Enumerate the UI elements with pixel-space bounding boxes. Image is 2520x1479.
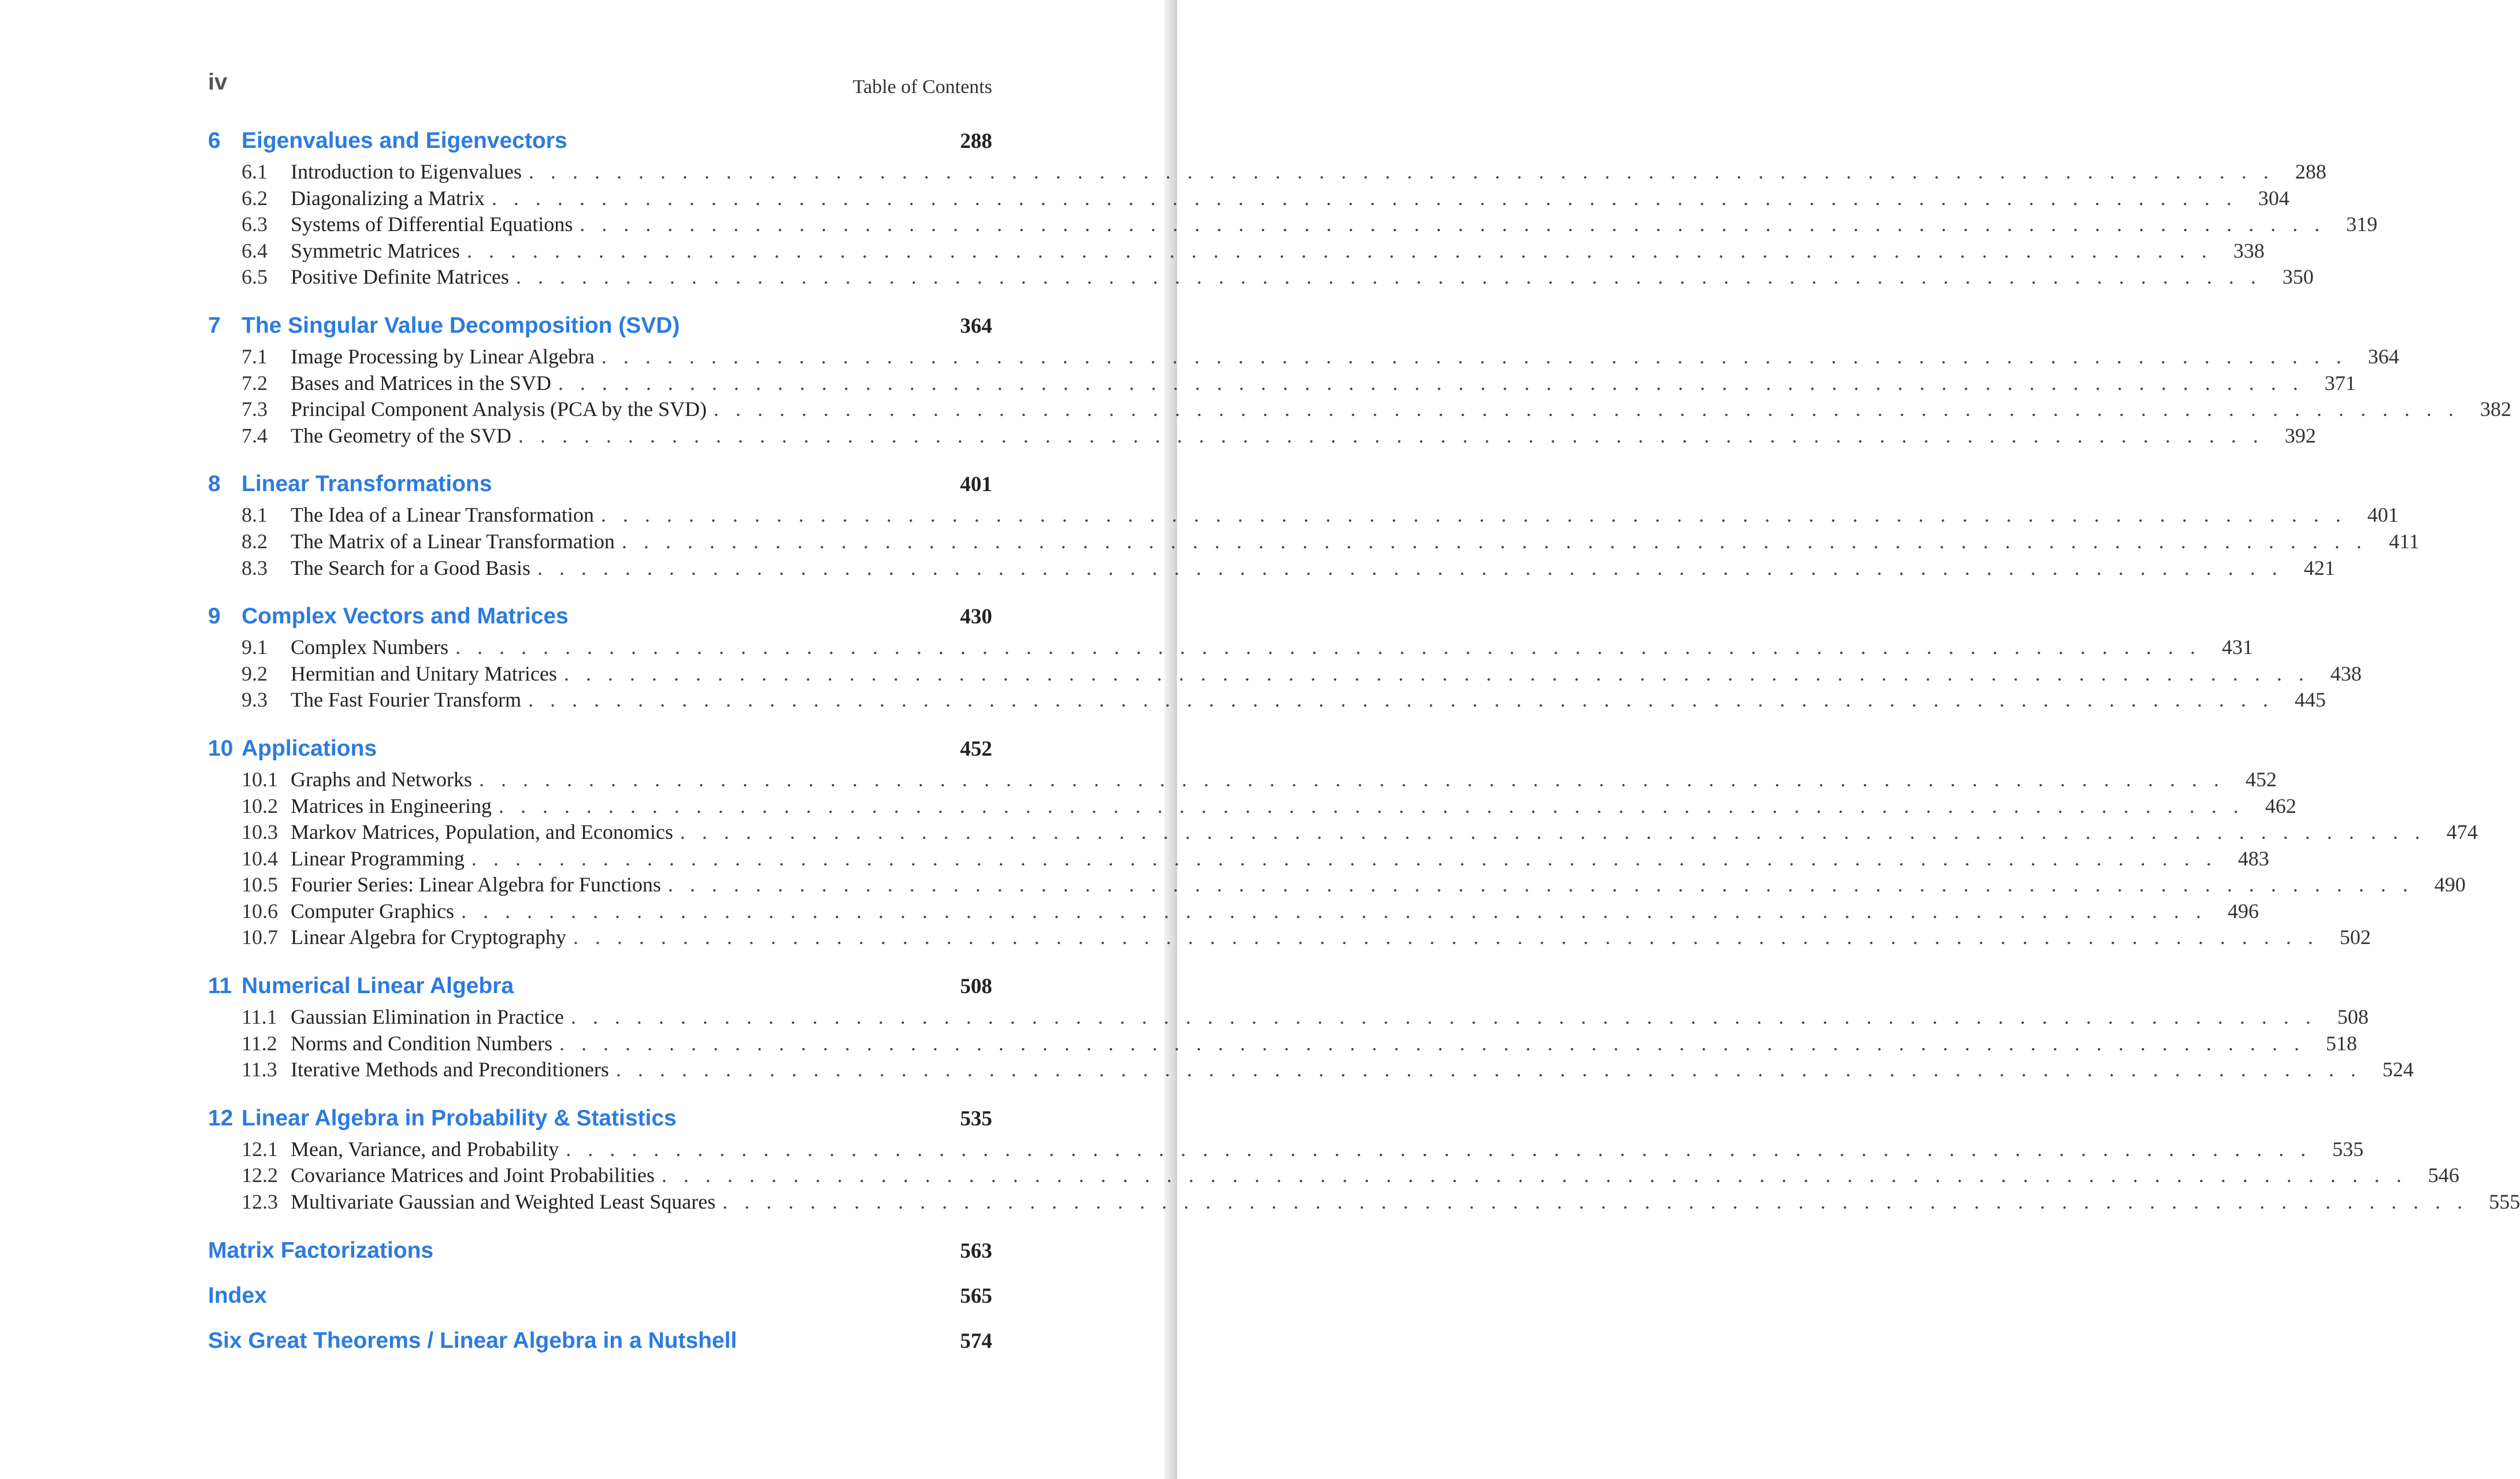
section-title: Introduction to Eigenvalues (291, 160, 522, 183)
section-entry[interactable] (208, 556, 2335, 582)
backmatter-list (208, 1238, 992, 1373)
section-page-number: 431 (2221, 636, 2253, 659)
section-entry[interactable] (208, 423, 2316, 450)
section-number: 12.1 (242, 1137, 278, 1161)
section-page-number: 304 (2258, 186, 2289, 210)
running-head: Table of Contents (852, 76, 992, 98)
dot-leader: . . . . . . . . . . . . . . . . . . . . . . . . . . . . . . . . . . . . . . . . . . . . . . . . . . . . . . . . . . . . . . . . . . . . . . . . . . . . . . . . (528, 688, 2274, 712)
dot-leader: . . . . . . . . . . . . . . . . . . . . . . . . . . . . . . . . . . . . . . . . . . . . . . . . . . . . . . . . . . . . . . . . . . . . . . . . . . . . . . . . (478, 767, 2225, 791)
section-entry[interactable] (208, 872, 2466, 899)
section-title: Multivariate Gaussian and Weighted Least Squares (291, 1190, 716, 1214)
section-number: 9.3 (242, 688, 268, 712)
section-page-number: 555 (2489, 1190, 2520, 1214)
section-page-number: 490 (2434, 873, 2466, 897)
backmatter-title: Matrix Factorizations (208, 1238, 434, 1263)
section-entry[interactable] (208, 1005, 2369, 1031)
chapter-block (208, 735, 2478, 952)
section-number: 10.2 (242, 794, 278, 817)
section-list (208, 635, 2362, 714)
section-entry[interactable] (208, 397, 2511, 423)
section-entry[interactable] (208, 899, 2259, 926)
section-list (208, 159, 2378, 291)
section-number: 6.1 (242, 160, 268, 183)
section-number: 10.4 (242, 846, 278, 870)
section-title: Gaussian Elimination in Practice (291, 1005, 564, 1029)
section-number: 6.3 (242, 213, 268, 236)
section-list (208, 503, 2419, 582)
section-page-number: 350 (2282, 265, 2314, 289)
section-entry[interactable] (208, 767, 2277, 794)
section-title: The Idea of a Linear Transformation (291, 503, 594, 527)
chapter-heading[interactable] (208, 604, 992, 635)
dot-leader: . . . . . . . . . . . . . . . . . . . . . . . . . . . . . . . . . . . . . . . . . . . . . . . . . . . . . . . . . . . . . . . . . . . . . . . . . . . . . . . . (491, 186, 2237, 210)
chapter-page-number: 401 (960, 473, 992, 497)
section-title: Systems of Differential Equations (291, 213, 573, 236)
chapter-title: Linear Transformations (242, 471, 492, 497)
section-page-number: 524 (2382, 1058, 2414, 1082)
dot-leader: . . . . . . . . . . . . . . . . . . . . . . . . . . . . . . . . . . . . . . . . . . . . . . . . . . . . . . . . . . . . . . . . . . . . . . . . . . . . . . . . (498, 794, 2244, 817)
section-title: Iterative Methods and Preconditioners (291, 1058, 609, 1082)
dot-leader: . . . . . . . . . . . . . . . . . . . . . . . . . . . . . . . . . . . . . . . . . . . . . . . . . . . . . . . . . . . . . . . . . . . . . . . . . . . . . . . . (621, 529, 2367, 553)
section-entry[interactable] (208, 529, 2419, 556)
chapter-number: 6 (208, 128, 221, 153)
section-page-number: 546 (2428, 1164, 2459, 1187)
section-entry[interactable] (208, 186, 2289, 213)
section-number: 10.1 (242, 767, 278, 791)
section-page-number: 502 (2339, 926, 2371, 949)
section-entry[interactable] (208, 1031, 2357, 1058)
chapter-title: Eigenvalues and Eigenvectors (242, 128, 567, 153)
section-number: 7.3 (242, 397, 268, 421)
section-title: The Matrix of a Linear Transformation (291, 529, 615, 553)
section-entry[interactable] (208, 265, 2314, 291)
section-title: The Fast Fourier Transform (291, 688, 521, 712)
section-entry[interactable] (208, 925, 2371, 952)
chapter-heading[interactable] (208, 736, 992, 767)
section-entry[interactable] (208, 662, 2362, 688)
section-title: Hermitian and Unitary Matrices (291, 662, 557, 685)
section-number: 10.6 (242, 899, 278, 923)
backmatter-entry[interactable] (208, 1238, 992, 1283)
section-page-number: 338 (2233, 239, 2265, 262)
section-entry[interactable] (208, 1057, 2414, 1084)
section-entry[interactable] (208, 344, 2399, 371)
dot-leader: . . . . . . . . . . . . . . . . . . . . . . . . . . . . . . . . . . . . . . . . . . . . . . . . . . . . . . . . . . . . . . . . . . . . . . . . . . . . . . . . (558, 371, 2304, 395)
section-number: 8.2 (242, 529, 268, 553)
section-page-number: 421 (2303, 556, 2335, 579)
section-title: Mean, Variance, and Probability (291, 1137, 559, 1161)
section-page-number: 392 (2284, 423, 2316, 447)
chapter-number: 8 (208, 471, 221, 497)
chapter-heading[interactable] (208, 313, 992, 344)
dot-leader: . . . . . . . . . . . . . . . . . . . . . . . . . . . . . . . . . . . . . . . . . . . . . . . . . . . . . . . . . . . . . . . . . . . . . . . . . . . . . . . . (661, 1164, 2407, 1187)
dot-leader: . . . . . . . . . . . . . . . . . . . . . . . . . . . . . . . . . . . . . . . . . . . . . . . . . . . . . . . . . . . . . . . . . . . . . . . . . . . . . . . . (537, 556, 2283, 579)
chapter-block (208, 1105, 2520, 1216)
section-list (208, 344, 2511, 449)
chapter-number: 9 (208, 604, 221, 629)
section-title: Computer Graphics (291, 899, 454, 923)
dot-leader: . . . . . . . . . . . . . . . . . . . . . . . . . . . . . . . . . . . . . . . . . . . . . . . . . . . . . . . . . . . . . . . . . . . . . . . . . . . . . . . . (667, 873, 2414, 897)
section-entry[interactable] (208, 820, 2478, 846)
chapter-block (208, 471, 2419, 582)
dot-leader: . . . . . . . . . . . . . . . . . . . . . . . . . . . . . . . . . . . . . . . . . . . . . . . . . . . . . . . . . . . . . . . . . . . . . . . . . . . . . . . . (714, 397, 2459, 421)
chapter-page-number: 364 (960, 314, 992, 338)
section-page-number: 371 (2324, 371, 2356, 395)
section-entry[interactable] (208, 371, 2356, 397)
section-page-number: 508 (2337, 1005, 2369, 1029)
dot-leader: . . . . . . . . . . . . . . . . . . . . . . . . . . . . . . . . . . . . . . . . . . . . . . . . . . . . . . . . . . . . . . . . . . . . . . . . . . . . . . . . (563, 662, 2310, 685)
section-entry[interactable] (208, 1163, 2459, 1190)
section-page-number: 483 (2237, 846, 2269, 870)
page-number: iv (208, 69, 228, 95)
section-page-number: 401 (2367, 503, 2399, 527)
dot-leader: . . . . . . . . . . . . . . . . . . . . . . . . . . . . . . . . . . . . . . . . . . . . . . . . . . . . . . . . . . . . . . . . . . . . . . . . . . . . . . . . (601, 344, 2347, 368)
backmatter-entry[interactable] (208, 1328, 992, 1373)
dot-leader: . . . . . . . . . . . . . . . . . . . . . . . . . . . . . . . . . . . . . . . . . . . . . . . . . . . . . . . . . . . . . . . . . . . . . . . . . . . . . . . . (518, 423, 2264, 447)
section-number: 6.4 (242, 239, 268, 262)
chapter-block (208, 604, 2362, 714)
dot-leader: . . . . . . . . . . . . . . . . . . . . . . . . . . . . . . . . . . . . . . . . . . . . . . . . . . . . . . . . . . . . . . . . . . . . . . . . . . . . . . . . (570, 1005, 2317, 1029)
chapter-block (208, 973, 2414, 1084)
chapter-page-number: 288 (960, 129, 992, 153)
section-list (208, 767, 2478, 952)
section-number: 10.3 (242, 820, 278, 844)
backmatter-page-number: 563 (960, 1239, 992, 1263)
section-page-number: 438 (2330, 662, 2362, 685)
section-number: 8.1 (242, 503, 268, 527)
section-entry[interactable] (208, 794, 2296, 820)
section-number: 9.2 (242, 662, 268, 685)
dot-leader: . . . . . . . . . . . . . . . . . . . . . . . . . . . . . . . . . . . . . . . . . . . . . . . . . . . . . . . . . . . . . . . . . . . . . . . . . . . . . . . . (615, 1058, 2362, 1082)
dot-leader: . . . . . . . . . . . . . . . . . . . . . . . . . . . . . . . . . . . . . . . . . . . . . . . . . . . . . . . . . . . . . . . . . . . . . . . . . . . . . . . . (680, 820, 2426, 844)
section-title: Image Processing by Linear Algebra (291, 344, 595, 368)
section-number: 6.5 (242, 265, 268, 289)
dot-leader: . . . . . . . . . . . . . . . . . . . . . . . . . . . . . . . . . . . . . . . . . . . . . . . . . . . . . . . . . . . . . . . . . . . . . . . . . . . . . . . . (573, 926, 2319, 949)
section-number: 10.5 (242, 873, 278, 897)
backmatter-entry[interactable] (208, 1283, 992, 1328)
section-entry[interactable] (208, 159, 2326, 186)
chapter-block (208, 128, 2378, 291)
chapter-block (208, 313, 2511, 449)
dot-leader: . . . . . . . . . . . . . . . . . . . . . . . . . . . . . . . . . . . . . . . . . . . . . . . . . . . . . . . . . . . . . . . . . . . . . . . . . . . . . . . . (600, 503, 2347, 527)
chapter-heading[interactable] (208, 1106, 992, 1137)
section-entry[interactable] (208, 846, 2269, 873)
section-title: Complex Numbers (291, 636, 448, 659)
section-list (208, 1137, 2520, 1216)
section-number: 7.4 (242, 423, 268, 447)
chapter-number: 10 (208, 735, 233, 761)
section-page-number: 411 (2389, 529, 2419, 553)
section-number: 9.1 (242, 636, 268, 659)
chapter-title: Numerical Linear Algebra (242, 973, 514, 999)
backmatter-title: Six Great Theorems / Linear Algebra in a Nutshell (208, 1328, 737, 1353)
section-entry[interactable] (208, 635, 2253, 662)
section-title: Positive Definite Matrices (291, 265, 509, 289)
section-entry[interactable] (208, 212, 2378, 239)
section-title: Symmetric Matrices (291, 239, 460, 262)
chapter-heading[interactable] (208, 471, 992, 503)
table-of-contents (208, 128, 2520, 1373)
section-title: Principal Component Analysis (PCA by the SVD) (291, 397, 707, 421)
dot-leader: . . . . . . . . . . . . . . . . . . . . . . . . . . . . . . . . . . . . . . . . . . . . . . . . . . . . . . . . . . . . . . . . . . . . . . . . . . . . . . . . (455, 636, 2201, 659)
section-entry[interactable] (208, 1190, 2520, 1216)
section-page-number: 288 (2295, 160, 2326, 183)
page-header (208, 69, 992, 104)
section-title: Fourier Series: Linear Algebra for Functions (291, 873, 661, 897)
backmatter-page-number: 565 (960, 1284, 992, 1308)
dot-leader: . . . . . . . . . . . . . . . . . . . . . . . . . . . . . . . . . . . . . . . . . . . . . . . . . . . . . . . . . . . . . . . . . . . . . . . . . . . . . . . . (515, 265, 2262, 289)
section-page-number: 474 (2446, 820, 2478, 844)
section-number: 7.2 (242, 371, 268, 395)
section-page-number: 382 (2480, 397, 2511, 421)
section-page-number: 364 (2367, 344, 2399, 368)
dot-leader: . . . . . . . . . . . . . . . . . . . . . . . . . . . . . . . . . . . . . . . . . . . . . . . . . . . . . . . . . . . . . . . . . . . . . . . . . . . . . . . . (528, 160, 2274, 183)
dot-leader: . . . . . . . . . . . . . . . . . . . . . . . . . . . . . . . . . . . . . . . . . . . . . . . . . . . . . . . . . . . . . . . . . . . . . . . . . . . . . . . . (461, 899, 2207, 923)
backmatter-page-number: 574 (960, 1329, 992, 1353)
dot-leader: . . . . . . . . . . . . . . . . . . . . . . . . . . . . . . . . . . . . . . . . . . . . . . . . . . . . . . . . . . . . . . . . . . . . . . . . . . . . . . . . (471, 846, 2217, 870)
section-number: 11.1 (242, 1005, 277, 1029)
section-title: Graphs and Networks (291, 767, 472, 791)
section-page-number: 518 (2325, 1031, 2357, 1055)
section-title: The Search for a Good Basis (291, 556, 530, 579)
section-title: Bases and Matrices in the SVD (291, 371, 551, 395)
section-title: Diagonalizing a Matrix (291, 186, 485, 210)
dot-leader: . . . . . . . . . . . . . . . . . . . . . . . . . . . . . . . . . . . . . . . . . . . . . . . . . . . . . . . . . . . . . . . . . . . . . . . . . . . . . . . . (580, 213, 2326, 236)
section-number: 10.7 (242, 926, 278, 949)
section-page-number: 462 (2265, 794, 2296, 817)
chapter-heading[interactable] (208, 973, 992, 1005)
section-page-number: 496 (2227, 899, 2259, 923)
section-title: The Geometry of the SVD (291, 423, 511, 447)
dot-leader: . . . . . . . . . . . . . . . . . . . . . . . . . . . . . . . . . . . . . . . . . . . . . . . . . . . . . . . . . . . . . . . . . . . . . . . . . . . . . . . . (559, 1031, 2305, 1055)
section-number: 7.1 (242, 344, 268, 368)
section-title: Markov Matrices, Population, and Economics (291, 820, 673, 844)
section-page-number: 319 (2346, 213, 2378, 236)
section-page-number: 445 (2295, 688, 2326, 712)
section-entry[interactable] (208, 503, 2399, 529)
section-entry[interactable] (208, 688, 2326, 714)
chapter-title: The Singular Value Decomposition (SVD) (242, 313, 680, 338)
section-number: 8.3 (242, 556, 268, 579)
section-page-number: 452 (2245, 767, 2277, 791)
section-number: 12.2 (242, 1164, 278, 1187)
chapter-number: 12 (208, 1105, 233, 1131)
chapter-number: 7 (208, 313, 221, 338)
chapter-page-number: 452 (960, 737, 992, 761)
section-title: Covariance Matrices and Joint Probabilities (291, 1164, 655, 1187)
dot-leader: . . . . . . . . . . . . . . . . . . . . . . . . . . . . . . . . . . . . . . . . . . . . . . . . . . . . . . . . . . . . . . . . . . . . . . . . . . . . . . . . (722, 1190, 2469, 1214)
section-number: 11.2 (242, 1031, 277, 1055)
section-title: Matrices in Engineering (291, 794, 492, 817)
chapter-page-number: 535 (960, 1106, 992, 1131)
section-entry[interactable] (208, 239, 2265, 265)
section-number: 12.3 (242, 1190, 278, 1214)
backmatter-title: Index (208, 1283, 267, 1308)
chapter-page-number: 430 (960, 605, 992, 629)
chapter-number: 11 (208, 973, 232, 999)
section-number: 11.3 (242, 1058, 277, 1082)
chapter-heading[interactable] (208, 128, 992, 159)
dot-leader: . . . . . . . . . . . . . . . . . . . . . . . . . . . . . . . . . . . . . . . . . . . . . . . . . . . . . . . . . . . . . . . . . . . . . . . . . . . . . . . . (466, 239, 2213, 262)
section-number: 6.2 (242, 186, 268, 210)
chapter-title: Complex Vectors and Matrices (242, 604, 569, 629)
section-title: Linear Programming (291, 846, 465, 870)
section-title: Norms and Condition Numbers (291, 1031, 552, 1055)
chapter-page-number: 508 (960, 975, 992, 999)
section-page-number: 535 (2332, 1137, 2364, 1161)
dot-leader: . . . . . . . . . . . . . . . . . . . . . . . . . . . . . . . . . . . . . . . . . . . . . . . . . . . . . . . . . . . . . . . . . . . . . . . . . . . . . . . . (566, 1137, 2312, 1161)
chapter-title: Applications (242, 735, 377, 761)
section-list (208, 1005, 2414, 1084)
chapter-title: Linear Algebra in Probability & Statistics (242, 1105, 677, 1131)
section-entry[interactable] (208, 1137, 2364, 1164)
section-title: Linear Algebra for Cryptography (291, 926, 566, 949)
